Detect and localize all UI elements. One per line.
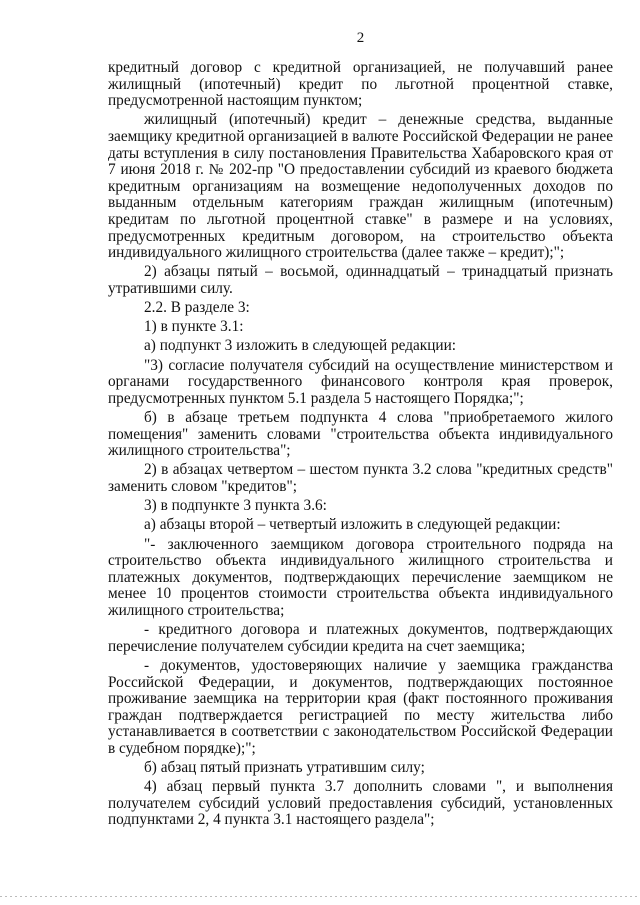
paragraph: б) в абзаце третьем подпункта 4 слова "приобретаемого жилого помещения" заменить словами "строительства объекта индивидуального жилищного строительства"; <box>108 409 613 460</box>
paragraph: б) абзац пятый признать утратившим силу; <box>144 759 425 777</box>
paragraph: 2) в абзацах четвертом – шестом пункта 3.2 слова "кредитных средств" заменить словом "кредитов"; <box>108 461 613 495</box>
document-body <box>108 60 613 829</box>
paragraph: "3) согласие получателя субсидий на осуществление министерством и органами государственного финансового контроля края проверок, предусмотренных пунктом 5.1 раздела 5 настоящего Порядка;"; <box>108 356 613 407</box>
paragraph: - кредитного договора и платежных документов, подтверждающих перечисление получателем субсидии кредита на счет заемщика; <box>108 621 613 655</box>
paragraph: 4) абзац первый пункта 3.7 дополнить словами ", и выполнения получателем субсидий условий предоставления субсидий, установленных подпунктами 2, 4 пункта 3.1 настоящего раздела"; <box>108 778 613 829</box>
paragraph: 1) в пункте 3.1: <box>144 318 244 336</box>
document-page <box>108 30 613 832</box>
paragraph: 3) в подпункте 3 пункта 3.6: <box>144 497 327 515</box>
page-number: 2 <box>356 30 365 46</box>
paragraph: "- заключенного заемщиком договора строительного подряда на строительство объекта индивидуального жилищного строительства и платежных документов, подтверждающих перечисление заемщиком не менее 10 процентов стоимости строительства объекта индивидуального жилищного строительства; <box>108 535 613 619</box>
scan-edge-line <box>0 896 640 897</box>
paragraph: 2) абзацы пятый – восьмой, одиннадцатый – тринадцатый признать утратившими силу. <box>108 263 613 297</box>
paragraph: 2.2. В разделе 3: <box>144 299 250 317</box>
paragraph: - документов, удостоверяющих наличие у заемщика гражданства Российской Федерации, и документов, подтверждающих постоянное проживание заемщика на территории края (факт постоянного проживания граждан подтверждается регистрацией по месту жительства либо устанавливается в соответствии с законодательством Российской Федерации в судебном порядке);"; <box>108 656 613 757</box>
paragraph: а) подпункт 3 изложить в следующей редакции: <box>144 337 457 355</box>
paragraph: а) абзацы второй – четвертый изложить в следующей редакции: <box>144 516 561 534</box>
paragraph: кредитный договор с кредитной организацией, не получавший ранее жилищный (ипотечный) кредит по льготной процентной ставке, предусмотренной настоящим пунктом; <box>108 59 613 110</box>
paragraph: жилищный (ипотечный) кредит – денежные средства, выданные заемщику кредитной организацией в валюте Российской Федерации не ранее даты вступления в силу постановления Правительства Хабаровского края от 7 июня 2018 г. № 202-пр "О предоставлении субсидий из краевого бюджета кредитным организациям на возмещение недополученных доходов по выданным отдельным категориям граждан жилищным (ипотечным) кредитам по льготной процентной ставке" в размере и на условиях, предусмотренных кредитным договором, на строительство объекта индивидуального жилищного строительства (далее также – кредит);"; <box>108 111 613 262</box>
